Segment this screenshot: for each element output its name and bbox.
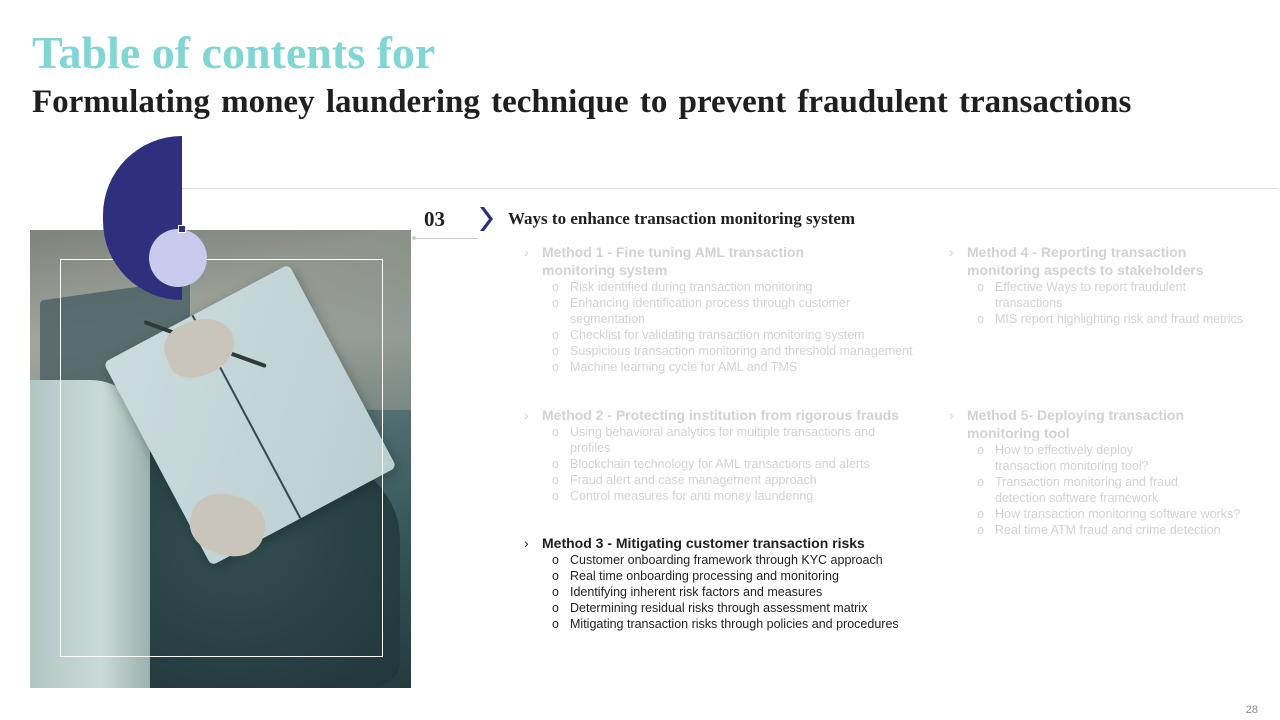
method-4-item: o MIS report highlighting risk and fraud metrics bbox=[977, 312, 1244, 326]
method-1-item: o Suspicious transaction monitoring and threshold management bbox=[552, 344, 913, 358]
section-title: Ways to enhance transaction monitoring system bbox=[508, 209, 856, 228]
arrow-icon: › bbox=[949, 244, 954, 260]
arrow-icon: › bbox=[524, 407, 529, 423]
method-1-title[interactable]: › Method 1 - Fine tuning AML transaction monitoring system bbox=[524, 244, 805, 278]
arrow-icon: › bbox=[524, 535, 529, 551]
method-1-block bbox=[522, 243, 942, 375]
photo-frame bbox=[60, 259, 383, 657]
arrow-icon: › bbox=[949, 407, 954, 423]
chevron-right-icon bbox=[476, 204, 494, 234]
method-2-title[interactable]: › Method 2 - Protecting institution from rigorous frauds bbox=[524, 407, 899, 423]
method-4-block bbox=[947, 243, 1267, 327]
method-3-item: o Identifying inherent risk factors and measures bbox=[552, 585, 823, 599]
method-1-item: o Machine learning cycle for AML and TMS bbox=[552, 360, 798, 374]
method-3-item: o Real time onboarding processing and monitoring bbox=[552, 569, 839, 583]
method-4-item: o Effective Ways to report fraudulent transactions bbox=[977, 280, 1187, 310]
method-3-block bbox=[522, 534, 942, 632]
method-5-item: o Transaction monitoring and fraud detection software framework bbox=[977, 475, 1178, 505]
divider-line bbox=[182, 188, 1278, 189]
title-line-1: Table of contents for bbox=[32, 27, 436, 78]
method-1-item: o Risk identified during transaction monitoring bbox=[552, 280, 813, 294]
section-number: 03 bbox=[424, 207, 445, 231]
method-4-title[interactable]: › Method 4 - Reporting transaction monitoring aspects to stakeholders bbox=[949, 244, 1204, 278]
method-2-item: o Fraud alert and case management approach bbox=[552, 473, 817, 487]
connector-line bbox=[414, 238, 478, 239]
decorative-circle bbox=[149, 229, 207, 287]
method-2-item: o Using behavioral analytics for multiple transactions and profiles bbox=[552, 425, 876, 455]
method-2-item: o Control measures for anti money laundering bbox=[552, 489, 814, 503]
method-5-item: o How to effectively deploy transaction monitoring tool? bbox=[977, 443, 1149, 473]
method-3-item: o Mitigating transaction risks through policies and procedures bbox=[552, 617, 899, 631]
title-line-2: Formulating money laundering technique to prevent fraudulent transactions bbox=[32, 84, 1132, 120]
notebook-photo bbox=[30, 230, 411, 688]
method-5-title[interactable]: › Method 5- Deploying transaction monitoring tool bbox=[949, 407, 1185, 441]
method-2-block bbox=[522, 406, 942, 504]
method-3-title[interactable]: › Method 3 - Mitigating customer transaction risks bbox=[524, 535, 865, 551]
decorative-square-dot bbox=[178, 225, 186, 233]
method-1-item: o Checklist for validating transaction monitoring system bbox=[552, 328, 865, 342]
method-2-item: o Blockchain technology for AML transactions and alerts bbox=[552, 457, 870, 471]
method-5-block bbox=[947, 406, 1267, 538]
method-3-item: o Customer onboarding framework through KYC approach bbox=[552, 553, 883, 567]
method-3-item: o Determining residual risks through assessment matrix bbox=[552, 601, 868, 615]
method-5-item: o Real time ATM fraud and crime detection bbox=[977, 523, 1221, 537]
method-5-item: o How transaction monitoring software works? bbox=[977, 507, 1241, 521]
page-number: 28 bbox=[1245, 704, 1258, 716]
arrow-icon: › bbox=[524, 244, 529, 260]
method-1-item: o Enhancing identification process through customer segmentation bbox=[552, 296, 851, 326]
